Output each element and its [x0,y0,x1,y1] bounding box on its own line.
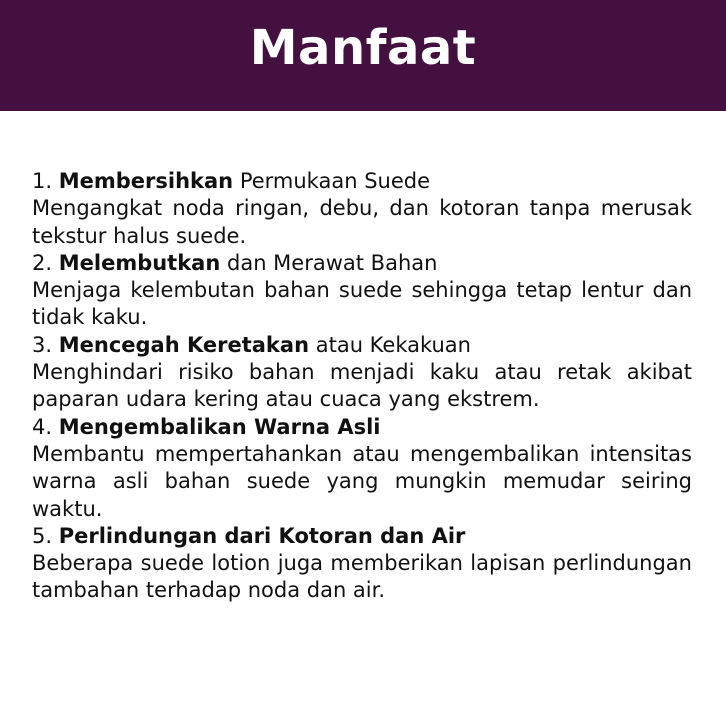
benefit-number: 4. [32,414,53,439]
benefit-title-rest: Permukaan Suede [239,169,431,193]
benefit-heading [32,168,692,195]
benefit-description: Membantu mempertahankan atau mengembalikan intensitas warna asli bahan suede yang mungkin memudar seiring waktu. [32,441,692,521]
benefit-number: 1. [32,169,53,193]
header-banner [0,0,726,111]
benefits-list [32,168,692,605]
benefit-item [32,250,692,332]
benefit-item [32,414,692,523]
benefit-item [32,523,692,605]
benefit-description: Mengangkat noda ringan, debu, dan kotoran tanpa merusak tekstur halus suede. [32,196,692,248]
benefit-title-rest: dan Merawat Bahan [227,250,438,275]
benefit-heading [32,523,692,550]
benefit-description: Menjaga kelembutan bahan suede sehingga tetap lentur dan tidak kaku. [32,278,692,330]
benefit-title: Perlindungan dari Kotoran dan Air [58,523,466,548]
benefit-description: Beberapa suede lotion juga memberikan lapisan perlindungan tambahan terhadap noda dan air. [32,551,692,603]
benefit-item [32,168,692,250]
benefit-number: 2. [32,250,53,275]
benefit-number: 3. [32,332,53,357]
benefit-title: Membersihkan [58,169,234,193]
benefit-title: Mengembalikan Warna Asli [58,414,381,439]
benefit-title: Mencegah Keretakan [58,332,310,357]
page-title: Manfaat [249,20,477,76]
benefit-number: 5. [32,523,53,548]
benefit-item [32,332,692,414]
benefit-title-rest: atau Kekakuan [315,332,471,357]
benefit-heading [32,414,692,441]
benefit-title: Melembutkan [58,250,221,275]
benefit-heading [32,332,692,359]
benefit-description: Menghindari risiko bahan menjadi kaku atau retak akibat paparan udara kering atau cuaca yang ekstrem. [32,360,692,412]
benefit-heading [32,250,692,277]
